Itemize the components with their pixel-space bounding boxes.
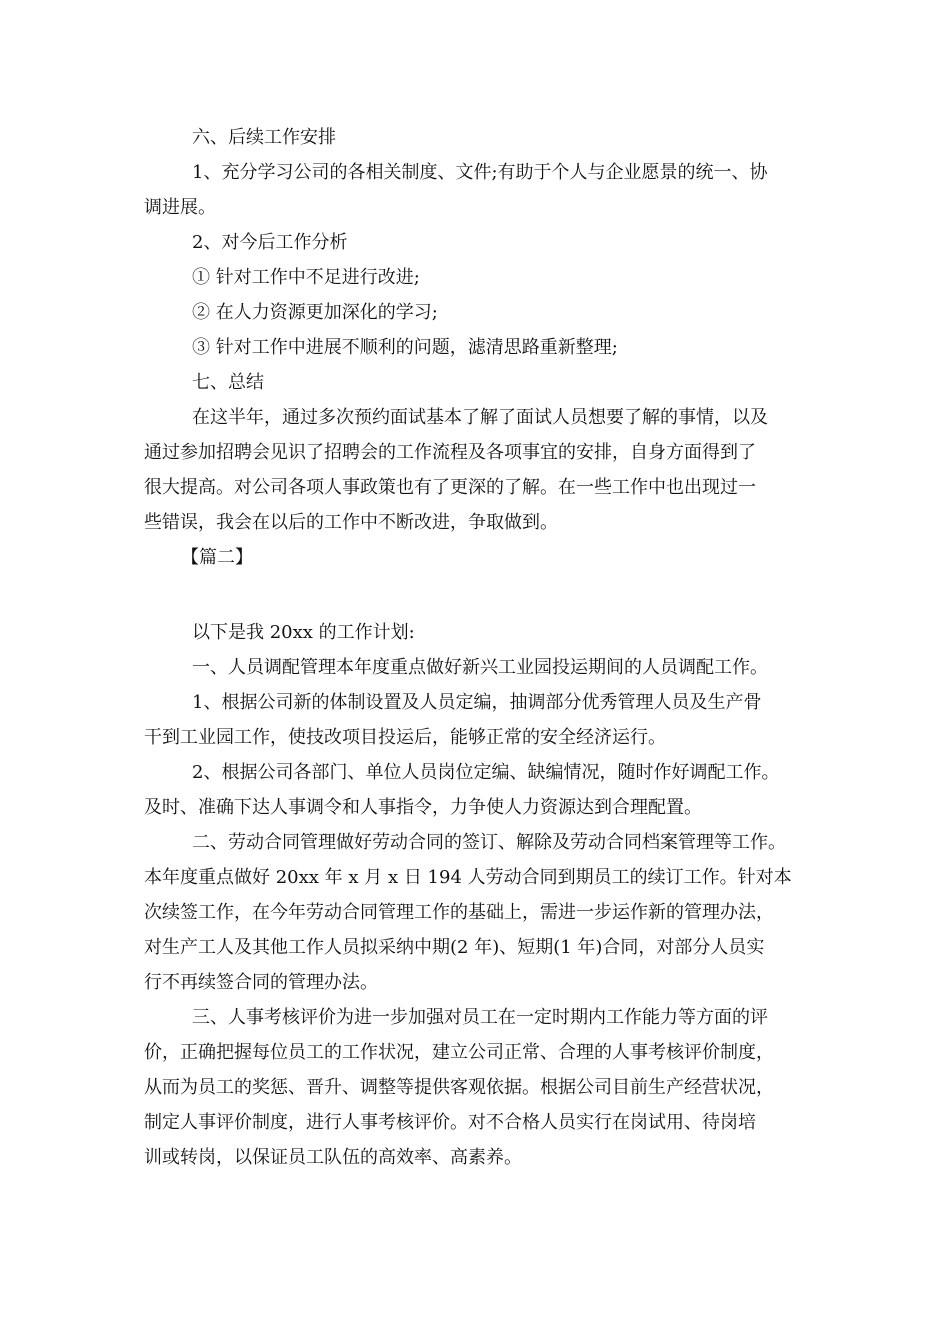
text-block-lower [144,615,824,1175]
text-line: 二、劳动合同管理做好劳动合同的签订、解除及劳动合同档案管理等工作。 [192,832,786,853]
text-line: 行不再续签合同的管理办法。 [144,972,378,993]
text-line: 很大提高。对公司各项人事政策也有了更深的了解。在一些工作中也出现过一 [144,477,756,498]
text-line: ① 针对工作中不足进行改进; [192,267,420,288]
text-block-upper [144,120,824,575]
text-line: 制定人事评价制度，进行人事考核评价。对不合格人员实行在岗试用、待岗培 [144,1112,756,1133]
text-line: 些错误，我会在以后的工作中不断改进，争取做到。 [144,512,558,533]
text-line: 训或转岗，以保证员工队伍的高效率、高素养。 [144,1147,522,1168]
text-line: 六、后续工作安排 [192,127,336,148]
text-line: ③ 针对工作中进展不顺利的问题，滤清思路重新整理; [192,337,618,358]
text-line: 及时、准确下达人事调令和人事指令，力争使人力资源达到合理配置。 [144,797,702,818]
text-line: 本年度重点做好 20xx 年 x 月 x 日 194 人劳动合同到期员工的续订工作。针对本 [144,867,792,888]
text-line: 一、人员调配管理本年度重点做好新兴工业园投运期间的人员调配工作。 [192,657,768,678]
text-line: 从而为员工的奖惩、晋升、调整等提供客观依据。根据公司目前生产经营状况， [144,1077,774,1098]
text-line: 次续签工作，在今年劳动合同管理工作的基础上，需进一步运作新的管理办法， [144,902,774,923]
text-line: 调进展。 [144,197,216,218]
text-line: 2、对今后工作分析 [192,232,348,253]
text-line: 在这半年，通过多次预约面试基本了解了面试人员想要了解的事情，以及 [192,407,768,428]
text-line: 【篇二】 [181,547,253,568]
text-line: 1、充分学习公司的各相关制度、文件;有助于个人与企业愿景的统一、协 [192,162,768,183]
text-line: 七、总结 [192,372,264,393]
text-line: 干到工业园工作，使技改项目投运后，能够正常的安全经济运行。 [144,727,666,748]
text-line: 对生产工人及其他工作人员拟采纳中期(2 年)、短期(1 年)合同，对部分人员实 [144,937,765,958]
text-line: 2、根据公司各部门、单位人员岗位定编、缺编情况，随时作好调配工作。 [192,762,780,783]
text-line: 通过参加招聘会见识了招聘会的工作流程及各项事宜的安排，自身方面得到了 [144,442,756,463]
text-line: 价，正确把握每位员工的工作状况，建立公司正常、合理的人事考核评价制度， [144,1042,774,1063]
text-line: 三、人事考核评价为进一步加强对员工在一定时期内工作能力等方面的评 [192,1007,768,1028]
text-line: 以下是我 20xx 的工作计划: [192,622,415,643]
text-line: ② 在人力资源更加深化的学习; [192,302,438,323]
text-line: 1、根据公司新的体制设置及人员定编，抽调部分优秀管理人员及生产骨 [192,692,762,713]
